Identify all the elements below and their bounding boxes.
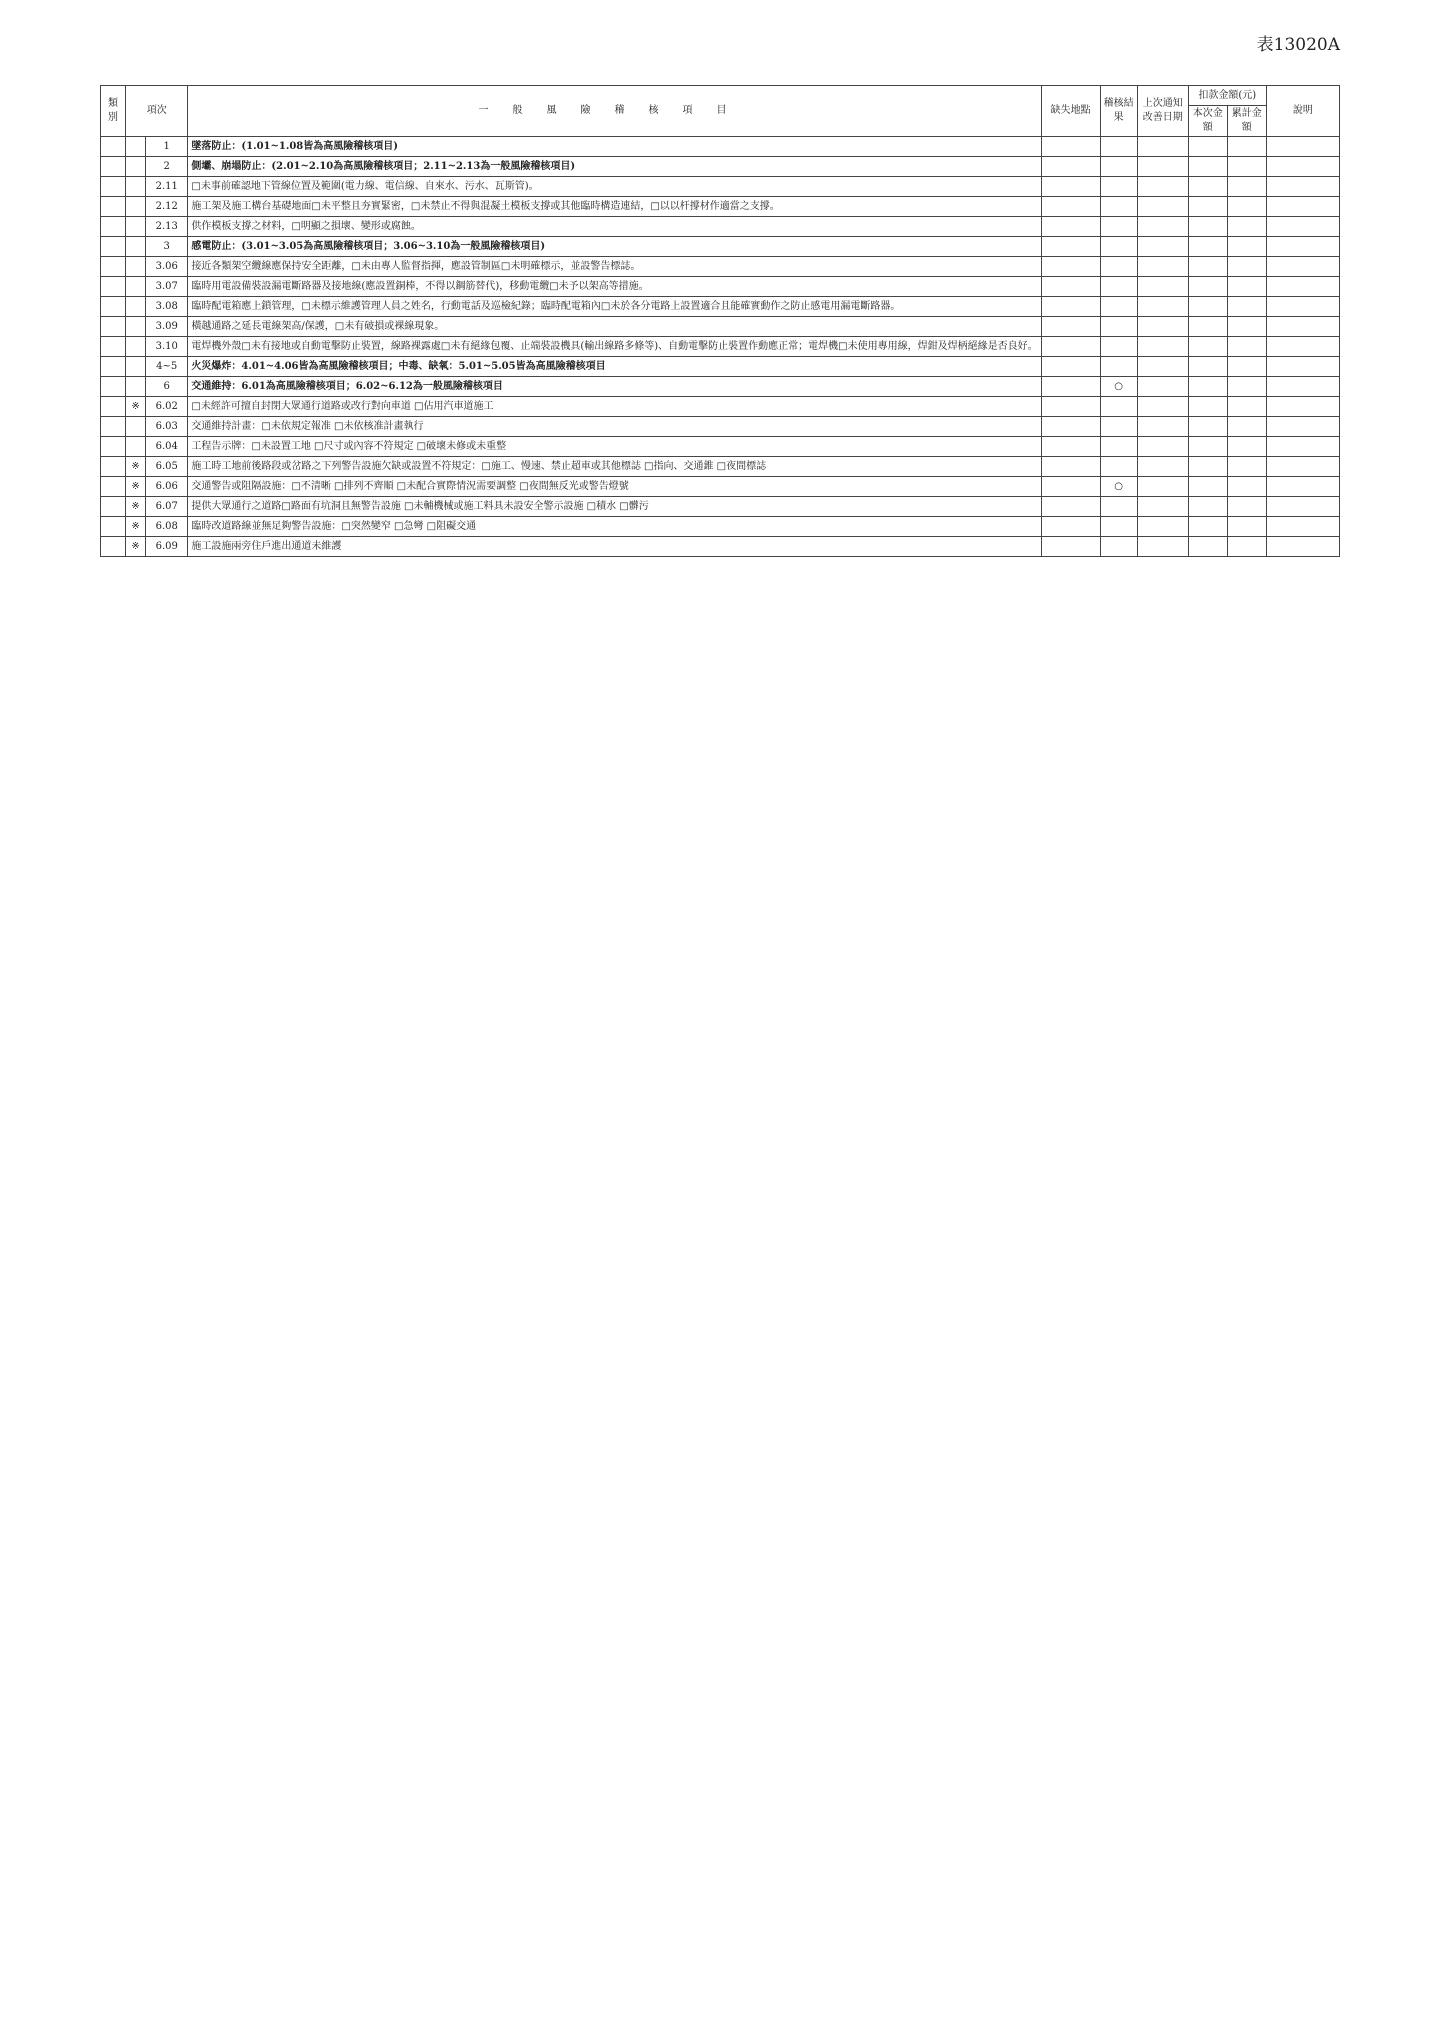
note-cell bbox=[1266, 257, 1339, 277]
category-cell bbox=[101, 477, 126, 497]
last-notice-cell bbox=[1137, 397, 1188, 417]
mark-cell bbox=[126, 417, 146, 437]
note-cell bbox=[1266, 297, 1339, 317]
item-content-cell: 提供大眾通行之道路□路面有坑洞且無警告設施 □未輔機械或施工料具未設安全警示設施 □積水 □髒污 bbox=[188, 497, 1041, 517]
total-deduction-cell bbox=[1227, 517, 1266, 537]
last-notice-cell bbox=[1137, 237, 1188, 257]
location-cell bbox=[1041, 137, 1100, 157]
location-cell bbox=[1041, 537, 1100, 557]
item-number-cell: 6.07 bbox=[146, 497, 188, 517]
note-cell bbox=[1266, 177, 1339, 197]
note-cell bbox=[1266, 137, 1339, 157]
result-cell bbox=[1100, 217, 1137, 237]
note-cell bbox=[1266, 337, 1339, 357]
category-cell bbox=[101, 437, 126, 457]
this-deduction-cell bbox=[1188, 137, 1227, 157]
result-cell bbox=[1100, 177, 1137, 197]
total-deduction-cell bbox=[1227, 177, 1266, 197]
mark-cell: ※ bbox=[126, 537, 146, 557]
location-cell bbox=[1041, 397, 1100, 417]
item-header: 項次 bbox=[126, 86, 188, 137]
total-deduction-cell bbox=[1227, 457, 1266, 477]
result-cell bbox=[1100, 197, 1137, 217]
item-content-cell: 施工時工地前後路段或岔路之下列警告設施欠缺或設置不符規定：□施工、慢速、禁止超車或其他標誌 □指向、交通錐 □夜間標誌 bbox=[188, 457, 1041, 477]
category-cell bbox=[101, 137, 126, 157]
location-cell bbox=[1041, 317, 1100, 337]
total-deduction-cell bbox=[1227, 477, 1266, 497]
this-deduction-cell bbox=[1188, 157, 1227, 177]
mark-cell bbox=[126, 137, 146, 157]
location-cell bbox=[1041, 517, 1100, 537]
table-row bbox=[101, 297, 1340, 317]
item-content-cell: 橫越通路之延長電線架高/保護，□未有破損或裸線現象。 bbox=[188, 317, 1041, 337]
location-cell bbox=[1041, 377, 1100, 397]
last-notice-cell bbox=[1137, 257, 1188, 277]
table-body bbox=[101, 137, 1340, 557]
total-deduction-cell bbox=[1227, 157, 1266, 177]
this-deduction-cell bbox=[1188, 397, 1227, 417]
item-number-cell: 6.09 bbox=[146, 537, 188, 557]
table-row bbox=[101, 157, 1340, 177]
result-cell bbox=[1100, 437, 1137, 457]
item-content-cell: 側壩、崩塌防止：(2.01~2.10為高風險稽核項目；2.11~2.13為一般風險稽核項目) bbox=[188, 157, 1041, 177]
mark-cell bbox=[126, 177, 146, 197]
item-number-cell: 2.11 bbox=[146, 177, 188, 197]
item-number-cell: 6.06 bbox=[146, 477, 188, 497]
table-row bbox=[101, 237, 1340, 257]
note-header: 說明 bbox=[1266, 86, 1339, 137]
this-deduction-cell bbox=[1188, 237, 1227, 257]
note-cell bbox=[1266, 377, 1339, 397]
this-deduction-cell bbox=[1188, 497, 1227, 517]
location-cell bbox=[1041, 497, 1100, 517]
item-content-cell: 臨時配電箱應上鎖管理，□未標示維護管理人員之姓名，行動電話及巡檢紀錄；臨時配電箱內□未於各分電路上設置適合且能確實動作之防止感電用漏電斷路器。 bbox=[188, 297, 1041, 317]
total-deduction-cell bbox=[1227, 397, 1266, 417]
note-cell bbox=[1266, 477, 1339, 497]
category-cell bbox=[101, 337, 126, 357]
note-cell bbox=[1266, 157, 1339, 177]
mark-cell: ※ bbox=[126, 517, 146, 537]
this-deduction-cell bbox=[1188, 517, 1227, 537]
category-header: 類別 bbox=[101, 86, 126, 137]
item-content-cell: 施工架及施工構台基礎地面□未平整且夯實緊密，□未禁止不得與混凝土模板支撐或其他臨時構造連結，□以以杆撐材作適當之支撐。 bbox=[188, 197, 1041, 217]
last-notice-header: 上次通知改善日期 bbox=[1137, 86, 1188, 137]
this-deduction-cell bbox=[1188, 477, 1227, 497]
item-number-cell: 2 bbox=[146, 157, 188, 177]
table-row bbox=[101, 537, 1340, 557]
location-cell bbox=[1041, 177, 1100, 197]
note-cell bbox=[1266, 317, 1339, 337]
table-row bbox=[101, 257, 1340, 277]
mark-cell bbox=[126, 237, 146, 257]
last-notice-cell bbox=[1137, 217, 1188, 237]
result-cell bbox=[1100, 397, 1137, 417]
category-cell bbox=[101, 397, 126, 417]
location-cell bbox=[1041, 237, 1100, 257]
result-cell bbox=[1100, 137, 1137, 157]
item-content-cell: 供作模板支撐之材料，□明顯之損壞、變形或腐蝕。 bbox=[188, 217, 1041, 237]
last-notice-cell bbox=[1137, 477, 1188, 497]
note-cell bbox=[1266, 497, 1339, 517]
mark-cell: ※ bbox=[126, 477, 146, 497]
category-cell bbox=[101, 237, 126, 257]
table-row bbox=[101, 177, 1340, 197]
item-content-cell: 交通維持計畫：□未依規定報准 □未依核准計畫執行 bbox=[188, 417, 1041, 437]
this-deduction-cell bbox=[1188, 177, 1227, 197]
item-content-cell: 電焊機外殼□未有接地或自動電擊防止裝置，線路裸露處□未有絕緣包覆、止端裝設機具(輸出線路多條等)、自動電擊防止裝置作動應正常；電焊機□未使用專用線，焊鉗及焊柄絕緣是否良好。 bbox=[188, 337, 1041, 357]
note-cell bbox=[1266, 397, 1339, 417]
mark-cell bbox=[126, 357, 146, 377]
result-cell: ○ bbox=[1100, 377, 1137, 397]
this-deduction-cell bbox=[1188, 417, 1227, 437]
result-cell bbox=[1100, 157, 1137, 177]
category-cell bbox=[101, 217, 126, 237]
mark-cell bbox=[126, 317, 146, 337]
item-number-cell: 3.06 bbox=[146, 257, 188, 277]
total-deduction-cell bbox=[1227, 217, 1266, 237]
last-notice-cell bbox=[1137, 177, 1188, 197]
last-notice-cell bbox=[1137, 337, 1188, 357]
mark-cell: ※ bbox=[126, 457, 146, 477]
table-row bbox=[101, 217, 1340, 237]
item-content-cell: 交通警告或阻隔設施：□不清晰 □排列不齊順 □未配合實際情況需要調整 □夜間無反光或警告燈號 bbox=[188, 477, 1041, 497]
item-number-cell: 6.05 bbox=[146, 457, 188, 477]
total-deduction-cell bbox=[1227, 277, 1266, 297]
total-deduction-header: 累計金額 bbox=[1227, 106, 1266, 137]
mark-cell bbox=[126, 257, 146, 277]
location-cell bbox=[1041, 337, 1100, 357]
item-content-cell: 施工設施兩旁住戶進出通道未維護 bbox=[188, 537, 1041, 557]
total-deduction-cell bbox=[1227, 237, 1266, 257]
location-cell bbox=[1041, 297, 1100, 317]
result-cell bbox=[1100, 497, 1137, 517]
last-notice-cell bbox=[1137, 537, 1188, 557]
total-deduction-cell bbox=[1227, 257, 1266, 277]
item-number-cell: 6.04 bbox=[146, 437, 188, 457]
table-row bbox=[101, 337, 1340, 357]
last-notice-cell bbox=[1137, 357, 1188, 377]
this-deduction-cell bbox=[1188, 377, 1227, 397]
table-row bbox=[101, 437, 1340, 457]
form-code: 表13020A bbox=[1256, 35, 1340, 55]
result-cell bbox=[1100, 417, 1137, 437]
result-cell bbox=[1100, 457, 1137, 477]
total-deduction-cell bbox=[1227, 497, 1266, 517]
item-number-cell: 6.08 bbox=[146, 517, 188, 537]
note-cell bbox=[1266, 417, 1339, 437]
category-cell bbox=[101, 537, 126, 557]
result-cell bbox=[1100, 517, 1137, 537]
last-notice-cell bbox=[1137, 317, 1188, 337]
last-notice-cell bbox=[1137, 417, 1188, 437]
result-cell bbox=[1100, 357, 1137, 377]
location-cell bbox=[1041, 477, 1100, 497]
this-deduction-cell bbox=[1188, 457, 1227, 477]
category-cell bbox=[101, 517, 126, 537]
mark-cell bbox=[126, 197, 146, 217]
item-number-cell: 4~5 bbox=[146, 357, 188, 377]
item-content-cell: 臨時改道路線並無足夠警告設施：□突然變窄 □急彎 □阻礙交通 bbox=[188, 517, 1041, 537]
category-cell bbox=[101, 457, 126, 477]
location-cell bbox=[1041, 457, 1100, 477]
note-cell bbox=[1266, 437, 1339, 457]
item-content-cell: 工程告示牌：□未設置工地 □尺寸或內容不符規定 □破壞未修或未重整 bbox=[188, 437, 1041, 457]
result-header: 稽核結果 bbox=[1100, 86, 1137, 137]
item-content-cell: 感電防止：(3.01~3.05為高風險稽核項目；3.06~3.10為一般風險稽核項目) bbox=[188, 237, 1041, 257]
mark-cell: ※ bbox=[126, 397, 146, 417]
total-deduction-cell bbox=[1227, 357, 1266, 377]
table-row bbox=[101, 417, 1340, 437]
deduction-header: 扣款金額(元) bbox=[1188, 86, 1266, 106]
item-content-cell: □未事前確認地下管線位置及範圍(電力線、電信線、自來水、污水、瓦斯管)。 bbox=[188, 177, 1041, 197]
location-cell bbox=[1041, 277, 1100, 297]
this-deduction-cell bbox=[1188, 277, 1227, 297]
item-content-cell: □未經許可擅自封閉大眾通行道路或改行對向車道 □佔用汽車道施工 bbox=[188, 397, 1041, 417]
item-number-cell: 6 bbox=[146, 377, 188, 397]
result-cell: ○ bbox=[1100, 477, 1137, 497]
item-number-cell: 3 bbox=[146, 237, 188, 257]
mark-cell bbox=[126, 277, 146, 297]
total-deduction-cell bbox=[1227, 297, 1266, 317]
result-cell bbox=[1100, 537, 1137, 557]
note-cell bbox=[1266, 217, 1339, 237]
item-content-cell: 火災爆炸：4.01~4.06皆為高風險稽核項目；中毒、缺氧：5.01~5.05皆為高風險稽核項目 bbox=[188, 357, 1041, 377]
category-cell bbox=[101, 377, 126, 397]
result-cell bbox=[1100, 257, 1137, 277]
note-cell bbox=[1266, 277, 1339, 297]
result-cell bbox=[1100, 277, 1137, 297]
total-deduction-cell bbox=[1227, 337, 1266, 357]
item-number-cell: 6.03 bbox=[146, 417, 188, 437]
total-deduction-cell bbox=[1227, 437, 1266, 457]
title-header: 一般風險稽核項目 bbox=[188, 86, 1041, 137]
note-cell bbox=[1266, 197, 1339, 217]
note-cell bbox=[1266, 537, 1339, 557]
table-row bbox=[101, 517, 1340, 537]
item-content-cell: 臨時用電設備裝設漏電斷路器及接地線(應設置銅棒，不得以鋼筋替代)，移動電纜□未予以架高等措施。 bbox=[188, 277, 1041, 297]
note-cell bbox=[1266, 237, 1339, 257]
category-cell bbox=[101, 497, 126, 517]
last-notice-cell bbox=[1137, 277, 1188, 297]
total-deduction-cell bbox=[1227, 417, 1266, 437]
result-cell bbox=[1100, 297, 1137, 317]
this-deduction-cell bbox=[1188, 257, 1227, 277]
category-cell bbox=[101, 197, 126, 217]
mark-cell bbox=[126, 297, 146, 317]
category-cell bbox=[101, 257, 126, 277]
table-row bbox=[101, 277, 1340, 297]
category-cell bbox=[101, 417, 126, 437]
table-row bbox=[101, 317, 1340, 337]
table-row bbox=[101, 457, 1340, 477]
table-row bbox=[101, 377, 1340, 397]
risk-audit-table bbox=[100, 85, 1340, 557]
mark-cell bbox=[126, 377, 146, 397]
location-header: 缺失地點 bbox=[1041, 86, 1100, 137]
item-number-cell: 3.07 bbox=[146, 277, 188, 297]
item-number-cell: 3.09 bbox=[146, 317, 188, 337]
this-deduction-cell bbox=[1188, 217, 1227, 237]
this-deduction-cell bbox=[1188, 437, 1227, 457]
last-notice-cell bbox=[1137, 497, 1188, 517]
item-number-cell: 2.13 bbox=[146, 217, 188, 237]
location-cell bbox=[1041, 257, 1100, 277]
item-content-cell: 交通維持：6.01為高風險稽核項目；6.02~6.12為一般風險稽核項目 bbox=[188, 377, 1041, 397]
category-cell bbox=[101, 317, 126, 337]
mark-cell: ※ bbox=[126, 497, 146, 517]
mark-cell bbox=[126, 217, 146, 237]
this-deduction-cell bbox=[1188, 317, 1227, 337]
this-deduction-cell bbox=[1188, 357, 1227, 377]
table-row bbox=[101, 477, 1340, 497]
item-number-cell: 2.12 bbox=[146, 197, 188, 217]
last-notice-cell bbox=[1137, 157, 1188, 177]
last-notice-cell bbox=[1137, 457, 1188, 477]
mark-cell bbox=[126, 337, 146, 357]
location-cell bbox=[1041, 417, 1100, 437]
note-cell bbox=[1266, 357, 1339, 377]
last-notice-cell bbox=[1137, 517, 1188, 537]
total-deduction-cell bbox=[1227, 377, 1266, 397]
item-number-cell: 1 bbox=[146, 137, 188, 157]
item-content-cell: 墜落防止：(1.01~1.08皆為高風險稽核項目) bbox=[188, 137, 1041, 157]
category-cell bbox=[101, 277, 126, 297]
mark-cell bbox=[126, 437, 146, 457]
category-cell bbox=[101, 357, 126, 377]
this-deduction-header: 本次金額 bbox=[1188, 106, 1227, 137]
table-row bbox=[101, 137, 1340, 157]
item-number-cell: 3.10 bbox=[146, 337, 188, 357]
last-notice-cell bbox=[1137, 197, 1188, 217]
location-cell bbox=[1041, 437, 1100, 457]
this-deduction-cell bbox=[1188, 337, 1227, 357]
note-cell bbox=[1266, 457, 1339, 477]
location-cell bbox=[1041, 217, 1100, 237]
category-cell bbox=[101, 297, 126, 317]
location-cell bbox=[1041, 157, 1100, 177]
total-deduction-cell bbox=[1227, 197, 1266, 217]
result-cell bbox=[1100, 237, 1137, 257]
category-cell bbox=[101, 157, 126, 177]
total-deduction-cell bbox=[1227, 537, 1266, 557]
category-cell bbox=[101, 177, 126, 197]
this-deduction-cell bbox=[1188, 297, 1227, 317]
note-cell bbox=[1266, 517, 1339, 537]
this-deduction-cell bbox=[1188, 197, 1227, 217]
item-number-cell: 6.02 bbox=[146, 397, 188, 417]
location-cell bbox=[1041, 357, 1100, 377]
result-cell bbox=[1100, 317, 1137, 337]
last-notice-cell bbox=[1137, 437, 1188, 457]
last-notice-cell bbox=[1137, 377, 1188, 397]
total-deduction-cell bbox=[1227, 137, 1266, 157]
item-number-cell: 3.08 bbox=[146, 297, 188, 317]
result-cell bbox=[1100, 337, 1137, 357]
mark-cell bbox=[126, 157, 146, 177]
this-deduction-cell bbox=[1188, 537, 1227, 557]
total-deduction-cell bbox=[1227, 317, 1266, 337]
location-cell bbox=[1041, 197, 1100, 217]
table-row bbox=[101, 397, 1340, 417]
table-row bbox=[101, 197, 1340, 217]
last-notice-cell bbox=[1137, 137, 1188, 157]
table-row bbox=[101, 497, 1340, 517]
item-content-cell: 接近各類架空纜線應保持安全距離，□未由專人監督指揮，應設管制區□未明確標示，並設警告標誌。 bbox=[188, 257, 1041, 277]
last-notice-cell bbox=[1137, 297, 1188, 317]
table-row bbox=[101, 357, 1340, 377]
